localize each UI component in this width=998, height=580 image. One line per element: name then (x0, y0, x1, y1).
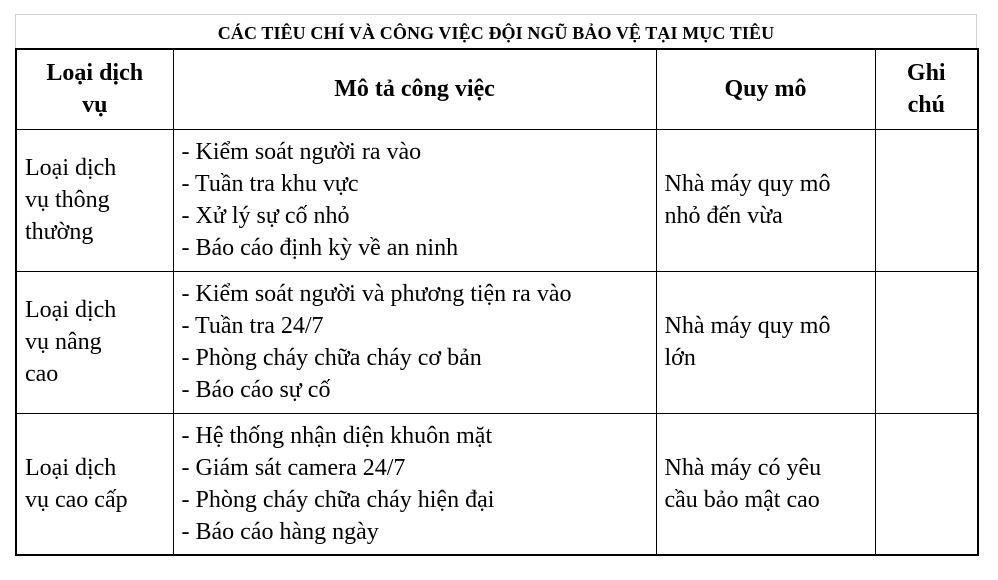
service-line: cao (25, 361, 59, 387)
service-line: Loại dịch (25, 155, 117, 181)
scale-cell (656, 271, 875, 413)
header-note-line: chú (907, 92, 945, 119)
header-service (16, 49, 173, 129)
scale-line: Nhà máy quy mô (664, 171, 831, 197)
description-item: - Kiểm soát người ra vào (181, 139, 422, 165)
note-cell (875, 413, 978, 555)
service-line: vụ cao cấp (25, 486, 128, 513)
table-row (16, 413, 978, 555)
scale-cell (656, 129, 875, 271)
description-item: - Báo cáo hàng ngày (181, 518, 379, 545)
table-row (16, 129, 978, 271)
header-service-line: Loại dịch (46, 60, 144, 87)
description-item: - Tuần tra khu vực (181, 171, 359, 197)
scale-cell (656, 413, 875, 555)
service-line: thường (25, 219, 94, 245)
description-item: - Phòng cháy chữa cháy hiện đại (181, 486, 495, 513)
description-item: - Giám sát camera 24/7 (181, 454, 406, 481)
scale-line: Nhà máy có yêu (664, 454, 822, 481)
header-note (875, 49, 978, 129)
note-cell (875, 271, 978, 413)
header-note-line: Ghi (906, 60, 946, 87)
description-cell (173, 271, 656, 413)
description-item: - Tuần tra 24/7 (181, 313, 324, 339)
service-cell (16, 271, 173, 413)
service-line: vụ thông (25, 187, 110, 213)
header-row (16, 49, 978, 129)
header-scale: Quy mô (656, 49, 875, 129)
service-line: Loại dịch (25, 297, 117, 323)
service-cell (16, 129, 173, 271)
description-item: - Báo cáo định kỳ về an ninh (181, 235, 459, 261)
description-item: - Phòng cháy chữa cháy cơ bản (181, 345, 482, 371)
scale-line: cầu bảo mật cao (664, 486, 820, 513)
description-item: - Xử lý sự cố nhỏ (181, 203, 350, 229)
description-item: - Báo cáo sự cố (181, 377, 331, 403)
description-item: - Kiểm soát người và phương tiện ra vào (181, 281, 572, 307)
note-cell (875, 129, 978, 271)
description-cell (173, 129, 656, 271)
header-description: Mô tả công việc (173, 49, 656, 129)
scale-line: lớn (664, 345, 696, 371)
service-line: vụ nâng (25, 329, 102, 355)
table-title: CÁC TIÊU CHÍ VÀ CÔNG VIỆC ĐỘI NGŨ BẢO VỆ TẠI MỤC TIÊU (15, 14, 977, 48)
service-line: Loại dịch (25, 454, 117, 481)
table-row (16, 271, 978, 413)
service-cell (16, 413, 173, 555)
description-cell (173, 413, 656, 555)
description-item: - Hệ thống nhận diện khuôn mặt (181, 422, 493, 449)
scale-line: nhỏ đến vừa (664, 203, 783, 229)
security-services-table (15, 48, 979, 556)
scale-line: Nhà máy quy mô (664, 313, 831, 339)
header-service-line: vụ (82, 92, 108, 119)
